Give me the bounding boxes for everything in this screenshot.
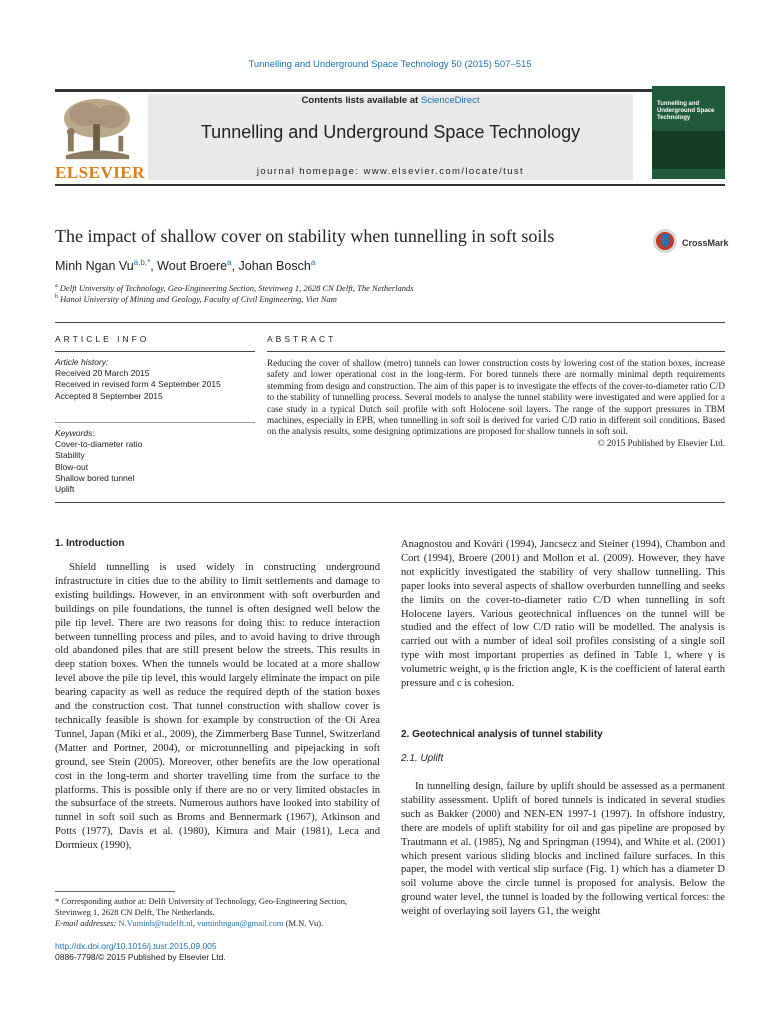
info-bottom-rule <box>55 502 725 503</box>
author-affiliation-mark[interactable]: a <box>227 258 232 267</box>
contents-prefix: Contents lists available at <box>301 95 421 106</box>
history-accepted: Accepted 8 September 2015 <box>55 390 163 401</box>
abstract-copyright: © 2015 Published by Elsevier Ltd. <box>597 437 725 448</box>
abstract-rule <box>267 351 725 352</box>
affiliation-b <box>55 294 337 304</box>
history-revised: Received in revised form 4 September 2015 <box>55 379 221 390</box>
author-name[interactable]: Johan Bosch <box>238 259 311 274</box>
elsevier-tree-logo <box>55 95 140 163</box>
issn-line: 0886-7798/© 2015 Published by Elsevier Ltd. <box>55 952 226 962</box>
history-received: Received 20 March 2015 <box>55 368 150 379</box>
affiliation-text: Hanoi University of Mining and Geology, Faculty of Civil Engineering, Viet Nam <box>60 294 337 304</box>
email-suffix: (M.N. Vu). <box>283 917 324 928</box>
masthead-bottom-rule <box>55 184 725 186</box>
article-info-heading: ARTICLE INFO <box>55 334 150 344</box>
left-column-text <box>55 561 380 853</box>
section-2-1-heading: 2.1. Uplift <box>401 753 444 764</box>
affiliation-a <box>55 283 414 293</box>
affiliation-mark: b <box>55 294 58 301</box>
author-affiliation-mark[interactable]: a <box>310 258 316 267</box>
author-name[interactable]: Wout Broere <box>157 259 228 274</box>
cover-image-band <box>652 131 725 169</box>
journal-citation-link[interactable]: Tunnelling and Underground Space Technology 50 (2015) 507–515 <box>248 59 532 70</box>
uplift-paragraph: In tunnelling design, failure by uplift should be assessed as a permanent stability assessment. Uplift of bored tunnels is indicated in several studies such as Bakker (2000) and NEN-EN 1997-1 (1997). In offshore industry, there are models of uplift stability for oil and gas pipeline are proposed by Trautmann et al. (1985), Ng and Springman (1994), and White et al. (2001) which present various sliding blocks and inclined failure surfaces. In this paper, the model with vertical slip surface (Fig. 1) which has a diameter D soil volume above the circle tunnel is proposed for analysis. Below the ground water level, the tunnel is loaded by the following vertical forces: the weight of overlaying soil layers G1, the weight <box>401 781 725 918</box>
email-note: E-mail addresses: N.Vuminh@tudelft.nl, vuminhngan@gmail.com (M.N. Vu). <box>55 917 324 928</box>
footnote-rule <box>55 891 175 892</box>
doi-link[interactable]: http://dx.doi.org/10.1016/j.tust.2015.09.005 <box>55 941 217 951</box>
contents-line <box>148 95 633 106</box>
keyword: Shallow bored tunnel <box>55 472 135 483</box>
intro-paragraph: Shield tunnelling is used widely in constructing underground infrastructure in cities due to the ability to limit settlements and damage to existing buildings. However, in an environment with soft overburden and buildings on pile foundations, the tunnel is often designed well below the pile tip level. There are two reasons for doing this: to reduce interaction between tunnelling process and piles, and to avoid having to drive through old abandoned piles that are still present below the streets. This results in deep station boxes. When the tunnels would be located at a more shallow level above the pile tip level, this would largely eliminate the impact on pile bearing capacity as well as reduce the required depth of the station boxes and the construction cost. That tunnel construction with shallow cover is technically feasible is shown for example by construction of the Oi Area Tunnel, Japan (Miki et al., 2009), the Zimmerberg Base Tunnel, Switzerland (Matter and Portner, 2004), or microtunnelling and pipejacking in soft ground, see Stein (2005). Moreover, other benefits are the low operational cost in the long-term and shorter travelling time from the surface to the platforms. This is possible only if there are no or very limited obstacles in the subsurface of the streets. Numerous authors have looked into stability of tunnel in soft soil such as Broms and Bennermark (1967), Atkinson and Potts (1977), Davis et al. (1980), Kimura and Mair (1981), Leca and Dormieux (1990), <box>55 562 380 852</box>
masthead-top-rule <box>55 89 725 92</box>
sciencedirect-link[interactable]: ScienceDirect <box>420 95 480 106</box>
keywords <box>55 428 260 495</box>
abstract-text <box>267 358 725 449</box>
author-name[interactable]: Minh Ngan Vu <box>55 259 134 274</box>
section-2-heading: 2. Geotechnical analysis of tunnel stability <box>401 729 603 740</box>
journal-homepage[interactable]: journal homepage: www.elsevier.com/locate/tust <box>256 166 525 177</box>
journal-title: Tunnelling and Underground Space Technology <box>200 122 581 142</box>
footnotes <box>55 896 380 928</box>
info-top-rule <box>55 322 725 323</box>
keyword: Blow-out <box>55 461 89 472</box>
uplift-text <box>401 780 725 919</box>
right-column-text <box>401 538 725 691</box>
crossmark-label[interactable]: CrossMark <box>682 238 729 248</box>
cover-title: Tunnelling and Underground Space Technology <box>657 101 715 121</box>
email-label: E-mail addresses: <box>55 917 119 928</box>
section-1-heading: 1. Introduction <box>55 538 125 549</box>
history-divider <box>55 422 255 423</box>
info-rule <box>55 351 255 352</box>
affiliation-mark: a <box>55 283 58 290</box>
affiliation-text: Delft University of Technology, Geo-Engineering Section, Stevinweg 1, 2628 CN Delft, The Netherlands <box>59 283 414 293</box>
email-link[interactable]: vuminhngan@gmail.com <box>197 917 284 928</box>
article-identifiers <box>55 941 226 963</box>
keyword: Stability <box>55 450 85 461</box>
abstract-heading: ABSTRACT <box>267 334 337 344</box>
abstract-body: Reducing the cover of shallow (metro) tunnels can lower construction costs by lowering cost of the station boxes, increase safety and lower operational cost in the long-term. For bored tunnels there are normally minimal depth requirements stemming from design and construction. The aim of this paper is to investigate the effects of the cover-to-diameter ratio C/D to the stability of tunnelling process. Several models to analyse the tunnel stability were investigated and were applied for a case study in a typical Dutch soil profile with soft Holocene soil layers. The range of the support pressures in TBM machines, especially in EPB, when tunnelling in soft soil is derived for varied C/D ratio in different soil conditions. Based on the analysis results, some designing optimizations are proposed for shallow tunnels in soft soil. <box>267 358 725 437</box>
author-list: Minh Ngan $Vu^{a,b,*}$, Wout Broere$^a$, Johan Bosch$^a$ <box>55 258 316 274</box>
publisher-wordmark: ELSEVIER <box>55 163 145 182</box>
crossmark-icon[interactable] <box>652 228 678 254</box>
intro-continuation: Anagnostou and Kovári (1994), Jancsecz and Steiner (1994), Chambon and Cort (1994), Broere (2001) and Mollon et al. (2009). However, they have not explicitly investigated the stability of very shallow tunnelling. This paper looks into several aspects of shallow overburden tunnelling and seeks the limits on the cover-to-diameter ratio C/D when tunnelling in soft Holocene layers. Various geotechnical influences on the tunnel will be studied and the effect of low C/D ratio will be modelled. The analysis is carried out with a number of ideal soil profiles consisting of a single soil type with most important properties as defined in Table 1, where γ is volumetric weight, φ is the friction angle, K is the coefficient of lateral earth pressure and c is cohesion. <box>401 539 725 690</box>
journal-cover-thumbnail <box>652 86 725 179</box>
author-affiliation-mark[interactable]: a,b,* <box>133 258 151 267</box>
email-link[interactable]: N.Vuminh@tudelft.nl <box>118 917 193 928</box>
article-history <box>55 357 260 402</box>
history-label: Article history: <box>55 357 109 367</box>
keywords-label: Keywords: <box>55 428 95 438</box>
corresponding-author-note: * Corresponding author at: Delft University of Technology, Geo-Engineering Section, Stevinweg 1, 2628 CN Delft, The Netherlands. <box>55 896 348 917</box>
keyword: Cover-to-diameter ratio <box>55 439 143 450</box>
article-title: The impact of shallow cover on stability when tunnelling in soft soils <box>55 226 555 246</box>
keyword: Uplift <box>55 484 75 495</box>
